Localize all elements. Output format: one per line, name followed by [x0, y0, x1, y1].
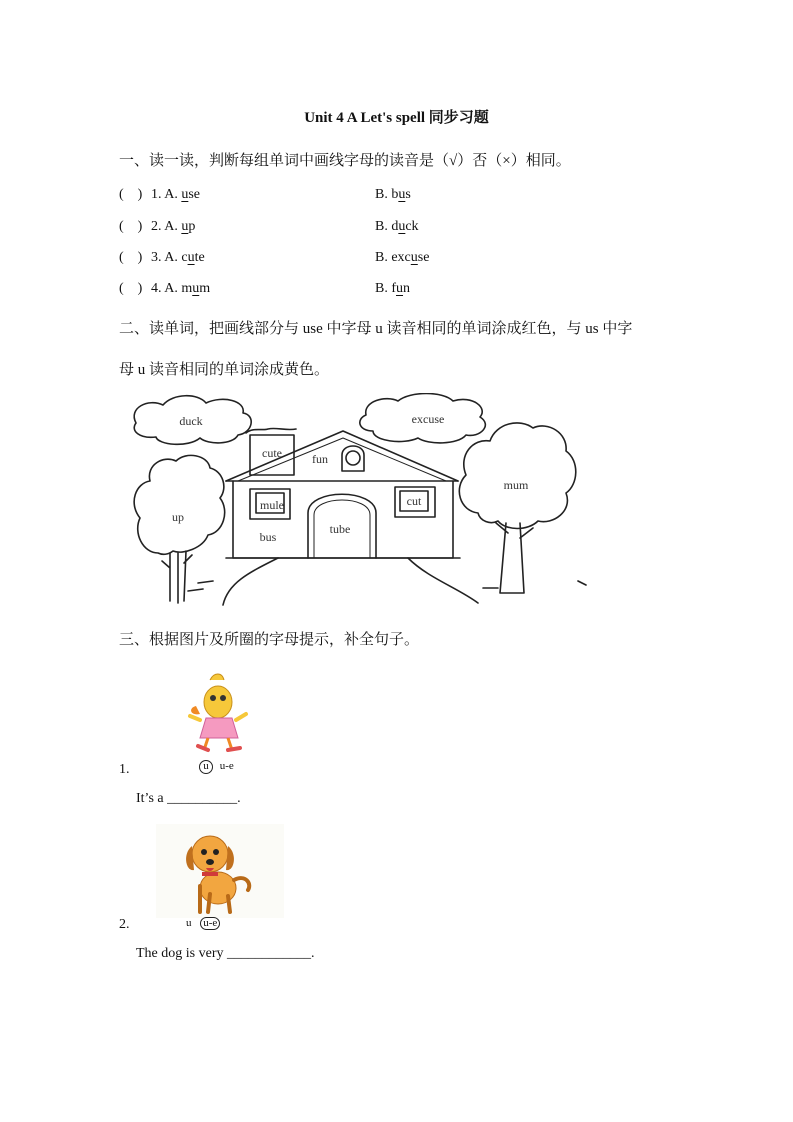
item-number: 1. A. — [151, 187, 178, 202]
section2-heading-line1: 二、读单词，把画线部分与 use 中字母 u 读音相同的单词涂成红色，与 us 中字 — [119, 321, 633, 337]
word-duck: duck — [179, 414, 203, 428]
word-tube: tube — [329, 522, 351, 536]
item-number: 2. A. — [151, 219, 178, 234]
q1-sentence: It’s a __________. — [136, 791, 241, 806]
option-b — [375, 219, 419, 235]
word-a-underlined: u — [187, 250, 195, 265]
word-a-post: se — [188, 187, 201, 202]
word-a-pre: m — [181, 281, 193, 296]
item-number: 4. A. — [151, 281, 178, 296]
word-b-pre: d — [391, 219, 399, 234]
answer-blank[interactable]: ( ) — [119, 281, 143, 296]
word-a-post: te — [194, 250, 205, 265]
duck-picture — [186, 668, 252, 758]
word-b-pre: b — [391, 187, 399, 202]
word-a-post: p — [188, 219, 196, 234]
word-b-underlined: u — [398, 219, 406, 234]
item-number: 3. A. — [151, 250, 178, 265]
option-a — [151, 187, 200, 203]
page-title: Unit 4 A Let's spell 同步习题 — [304, 110, 489, 126]
word-a-underlined: u — [181, 187, 189, 202]
word-b-post: s — [405, 187, 411, 202]
word-up: up — [172, 510, 184, 524]
dog-picture — [156, 824, 284, 918]
word-b-underlined: u — [396, 281, 404, 296]
q1-number: 1. — [119, 762, 130, 777]
word-mule: mule — [260, 498, 284, 512]
option-b-label: B. — [375, 219, 388, 234]
q2-number: 2. — [119, 917, 130, 932]
option-b — [375, 250, 429, 266]
option-a — [151, 250, 205, 266]
word-a-underlined: u — [181, 219, 189, 234]
section1-heading: 一、读一读，判断每组单词中画线字母的读音是（√）否（×）相同。 — [119, 153, 571, 169]
option-b-label: B. — [375, 187, 388, 202]
word-a-pre: c — [181, 250, 188, 265]
option-a — [151, 281, 210, 297]
word-b-post: ck — [405, 219, 419, 234]
word-b-post: se — [417, 250, 430, 265]
answer-blank[interactable]: ( ) — [119, 219, 143, 234]
option-b — [375, 281, 410, 297]
word-b-underlined: u — [410, 250, 418, 265]
word-b-pre: f — [391, 281, 397, 296]
word-b-underlined: u — [398, 187, 406, 202]
word-excuse: excuse — [411, 412, 445, 426]
option-b-label: B. — [375, 281, 388, 296]
q1-hint-other: u-e — [219, 760, 234, 772]
answer-blank[interactable]: ( ) — [119, 187, 143, 202]
q2-hint — [186, 917, 220, 930]
word-mum: mum — [503, 478, 529, 492]
house-picture — [128, 393, 588, 608]
word-fun: fun — [312, 452, 328, 466]
answer-blank[interactable]: ( ) — [119, 250, 143, 265]
word-cute: cute — [262, 446, 282, 460]
option-b — [375, 187, 411, 203]
q1-hint — [199, 760, 234, 774]
option-b-label: B. — [375, 250, 388, 265]
q2-sentence: The dog is very ____________. — [136, 946, 315, 961]
q2-hint-u: u — [186, 917, 192, 929]
word-a-post: m — [199, 281, 211, 296]
q1-hint-circled: u — [199, 760, 213, 774]
word-cut: cut — [406, 494, 422, 508]
right-tree — [459, 423, 575, 529]
word-b-pre: exc — [391, 250, 411, 265]
section2-heading-line2: 母 u 读音相同的单词涂成黄色。 — [119, 362, 330, 378]
word-a-underlined: u — [192, 281, 200, 296]
option-a — [151, 219, 195, 235]
q2-hint-circled: u-e — [200, 917, 220, 930]
word-bus: bus — [259, 530, 277, 544]
section3-heading: 三、根据图片及所圈的字母提示，补全句子。 — [119, 632, 420, 648]
word-b-post: n — [403, 281, 411, 296]
left-tree — [134, 455, 225, 554]
